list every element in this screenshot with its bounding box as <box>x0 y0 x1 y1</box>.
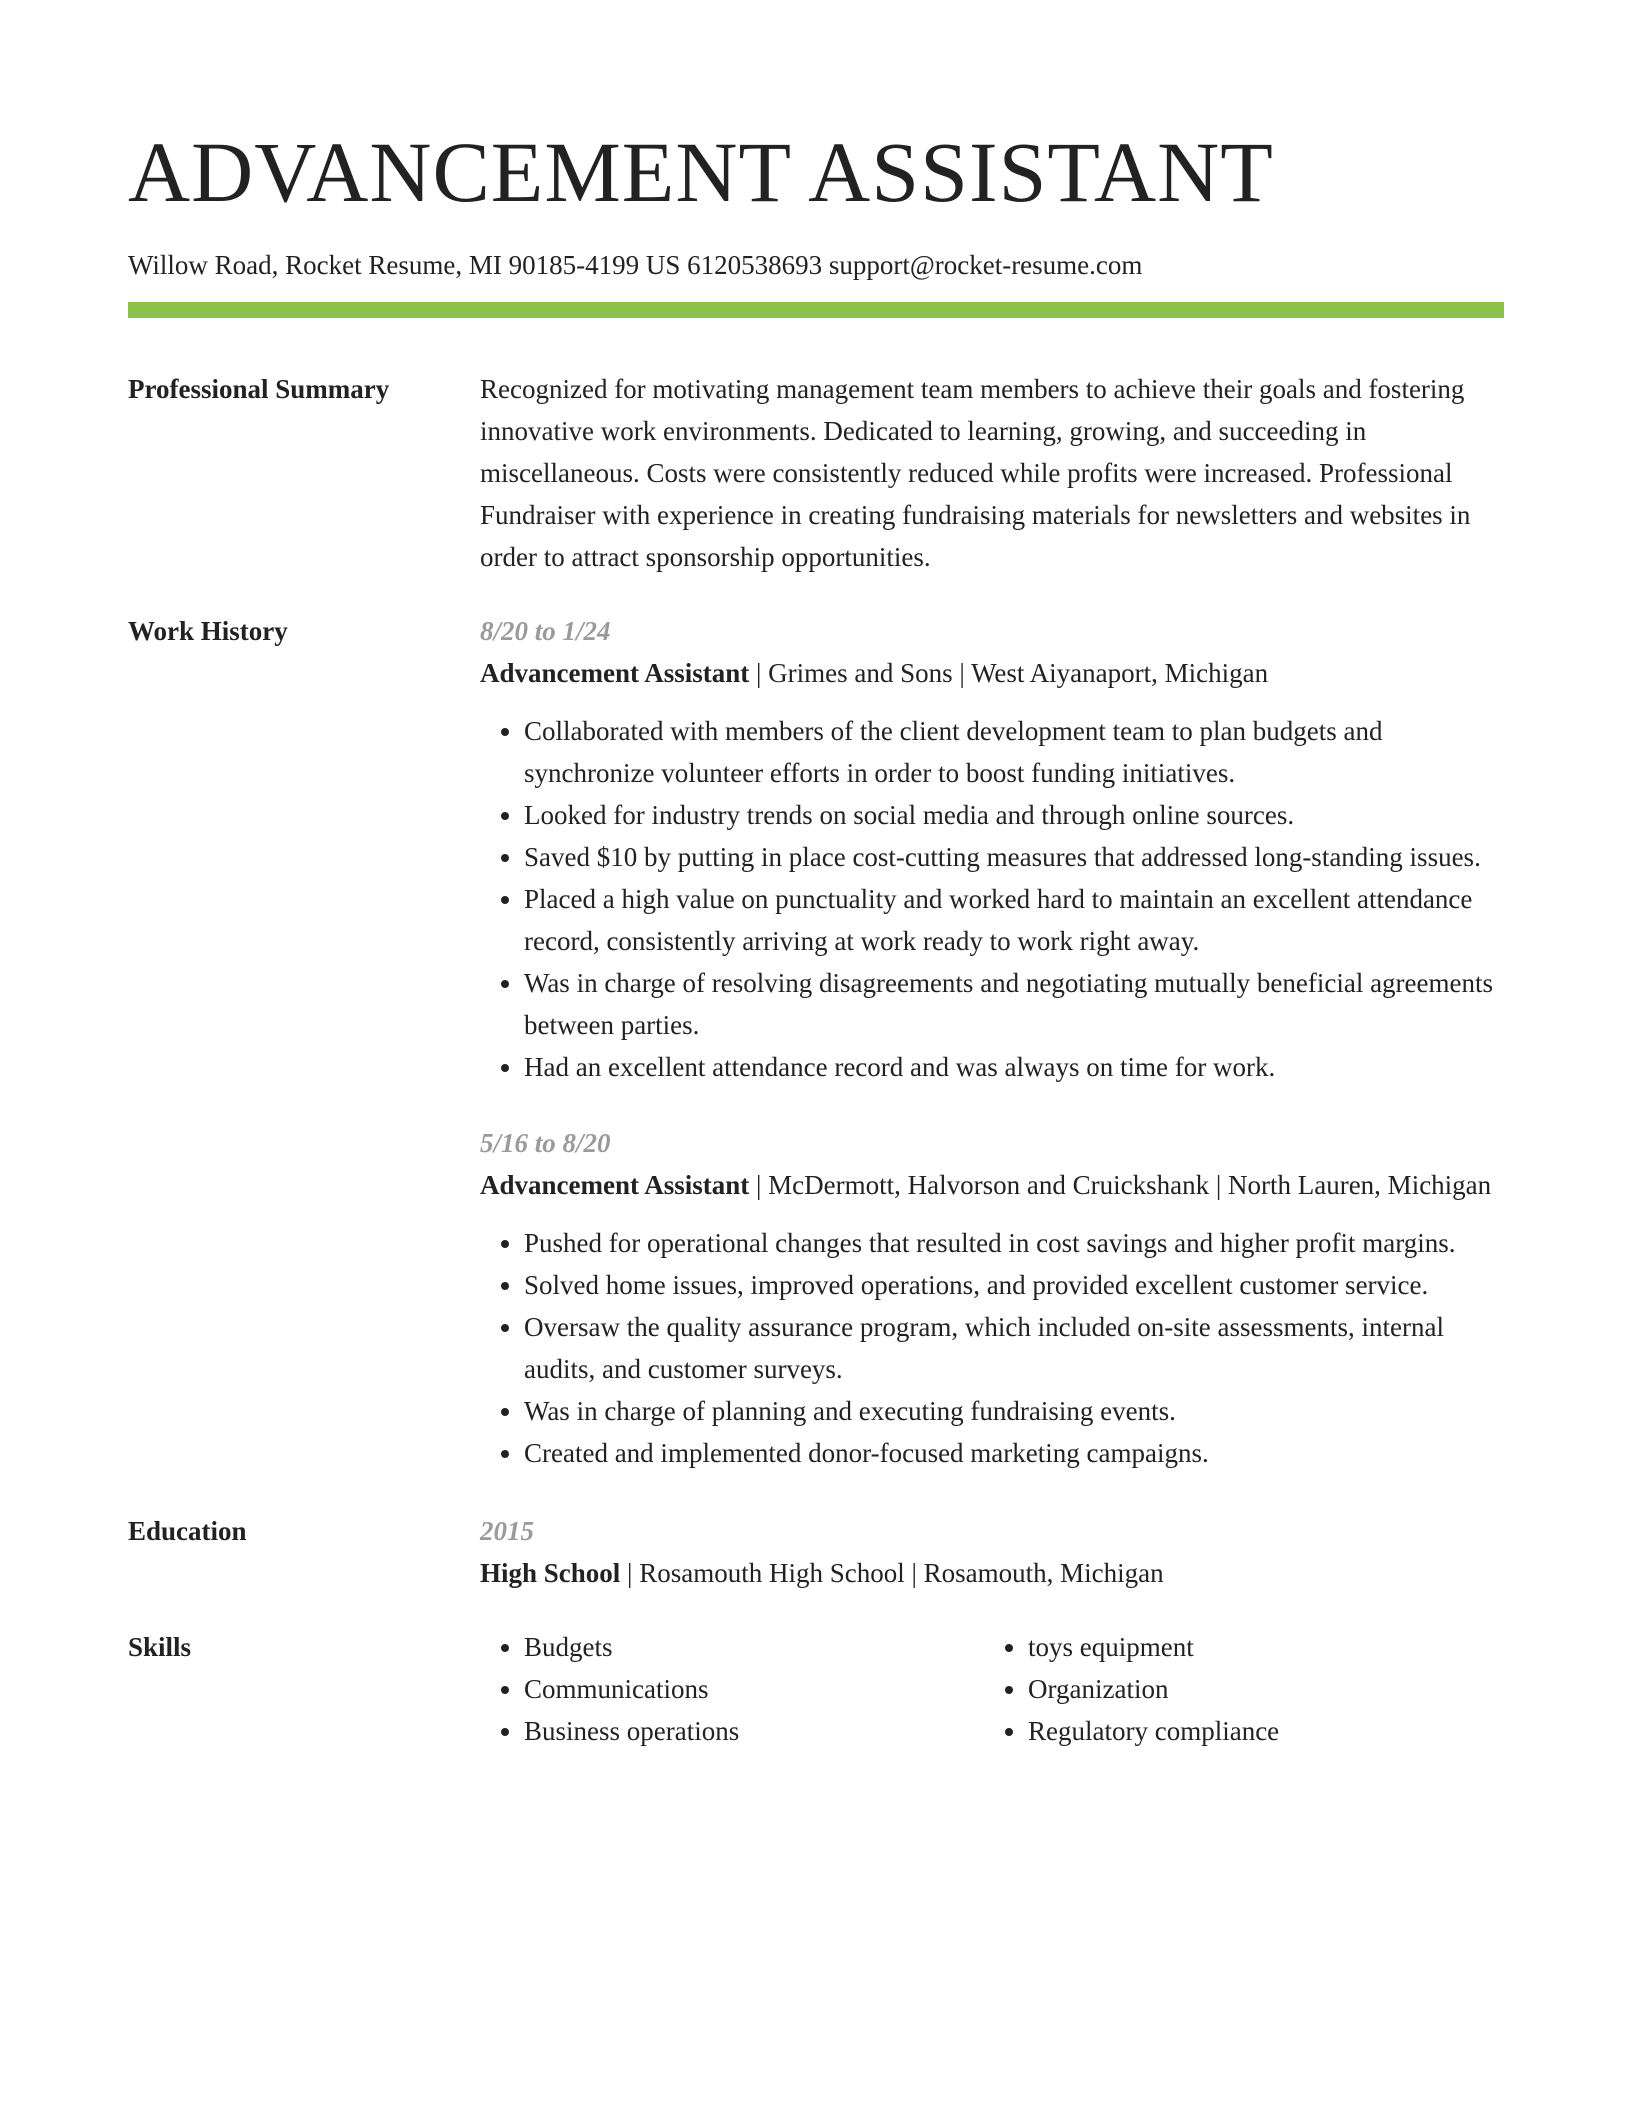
job-entry <box>480 1122 1504 1474</box>
contact-line <box>128 248 1504 282</box>
education-heading: Education <box>128 1516 247 1546</box>
job-bullet: • Saved $10 by putting in place cost-cutting measures that addressed long-standing issues. <box>524 836 1504 878</box>
skill-item: • Regulatory compliance <box>1028 1710 1504 1752</box>
skills-column-right <box>984 1626 1504 1752</box>
job-dates: 8/20 to 1/24 <box>480 616 611 646</box>
skills-column-left <box>480 1626 984 1752</box>
summary-section <box>128 368 1504 578</box>
job-bullet: • Created and implemented donor-focused marketing campaigns. <box>524 1432 1504 1474</box>
skill-item: • Budgets <box>524 1626 984 1668</box>
job-bullet: • Collaborated with members of the client development team to plan budgets and synchronize volunteer efforts in order to boost funding initiatives. <box>524 710 1504 794</box>
job-bullets <box>480 710 1504 1088</box>
contact-phone: 6120538693 <box>687 250 823 280</box>
job-heading <box>480 1164 1504 1206</box>
education-heading-line <box>480 1552 1504 1594</box>
skill-item: • Organization <box>1028 1668 1504 1710</box>
education-body <box>480 1510 1504 1594</box>
job-bullet: • Was in charge of planning and executing fundraising events. <box>524 1390 1504 1432</box>
skill-item: • toys equipment <box>1028 1626 1504 1668</box>
job-bullet: • Pushed for operational changes that resulted in cost savings and higher profit margins. <box>524 1222 1504 1264</box>
job-bullets <box>480 1222 1504 1474</box>
work-history-section <box>128 610 1504 1474</box>
job-bullet: • Was in charge of resolving disagreements and negotiating mutually beneficial agreements between parties. <box>524 962 1504 1046</box>
job-bullet: • Placed a high value on punctuality and worked hard to maintain an excellent attendance record, consistently arriving at work ready to work right away. <box>524 878 1504 962</box>
resume-title: ADVANCEMENT ASSISTANT <box>128 124 1274 220</box>
job-dates: 5/16 to 8/20 <box>480 1128 611 1158</box>
contact-email: support@rocket-resume.com <box>828 250 1143 280</box>
summary-body <box>480 368 1504 578</box>
skills-section <box>128 1626 1504 1752</box>
job-bullet: • Solved home issues, improved operations, and provided excellent customer service. <box>524 1264 1504 1306</box>
job-bullet: • Looked for industry trends on social media and through online sources. <box>524 794 1504 836</box>
job-title: Advancement Assistant <box>480 1170 750 1200</box>
education-degree: High School <box>480 1558 621 1588</box>
summary-text: Recognized for motivating management team members to achieve their goals and fostering innovative work environments. Dedicated to learning, growing, and succeeding in miscellaneous. Costs were consistently reduced while profits were increased. Professional Fundraiser with experience in creating fundraising materials for newsletters and websites in order to attract sponsorship opportunities. <box>480 374 1471 572</box>
header-divider <box>128 302 1504 318</box>
skill-item: • Business operations <box>524 1710 984 1752</box>
work-history-heading: Work History <box>128 616 288 646</box>
work-history-body <box>480 610 1504 1474</box>
job-title: Advancement Assistant <box>480 658 750 688</box>
job-details: | Grimes and Sons | West Aiyanaport, Michigan <box>749 658 1269 688</box>
contact-address: Willow Road, Rocket Resume, MI 90185-4199 US <box>128 250 681 280</box>
skills-grid <box>480 1626 1504 1752</box>
job-bullet: • Had an excellent attendance record and was always on time for work. <box>524 1046 1504 1088</box>
job-heading <box>480 652 1504 694</box>
skills-body <box>480 1626 1504 1752</box>
education-year: 2015 <box>480 1516 534 1546</box>
job-bullet: • Oversaw the quality assurance program, which included on-site assessments, internal audits, and customer surveys. <box>524 1306 1504 1390</box>
education-details: | Rosamouth High School | Rosamouth, Michigan <box>620 1558 1164 1588</box>
summary-heading: Professional Summary <box>128 374 390 404</box>
job-entry <box>480 610 1504 1088</box>
skills-heading: Skills <box>128 1632 192 1662</box>
education-section <box>128 1510 1504 1594</box>
skill-item: • Communications <box>524 1668 984 1710</box>
job-details: | McDermott, Halvorson and Cruickshank | North Lauren, Michigan <box>749 1170 1492 1200</box>
resume-page <box>128 0 1504 1752</box>
